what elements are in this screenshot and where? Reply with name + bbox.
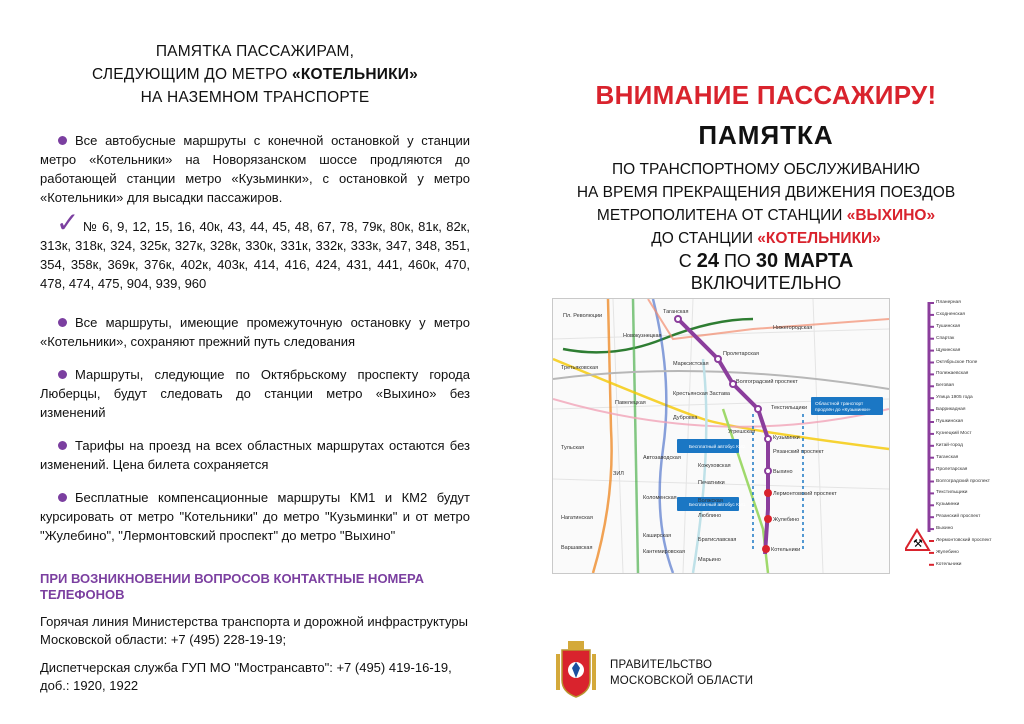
map-label-kantemirovskaya: Кантемировская [643, 549, 685, 555]
line-schema-station: Беговая [936, 383, 954, 389]
date-from: 24 [696, 250, 719, 272]
left-header-line2-prefix: СЛЕДУЮЩИМ ДО МЕТРО [92, 66, 293, 83]
memo-title: ПАМЯТКА [698, 120, 834, 150]
map-label-kuzminki: Кузьминки [773, 435, 800, 441]
paragraph-text: Все маршруты, имеющие промежуточную остановку у метро «Котельники», сохраняют прежний путь следования [40, 315, 470, 349]
paragraph-tariffs [40, 436, 470, 474]
memo-line3 [560, 204, 972, 227]
government-name-line2: МОСКОВСКОЙ ОБЛАСТИ [610, 675, 754, 687]
line-schema-station: Таганская [936, 454, 959, 460]
memo-line1: ПО ТРАНСПОРТНОМУ ОБСЛУЖИВАНИЮ [612, 161, 920, 178]
left-header-line2 [40, 63, 470, 86]
paragraph-free-routes [40, 488, 470, 545]
bullet-icon [58, 493, 67, 502]
map-label-marksistskaya: Марксистская [673, 361, 709, 367]
line-schema-station: Текстильщики [936, 490, 968, 496]
map-label-volzhskaya: Волжская [698, 498, 723, 504]
left-header-station: «КОТЕЛЬНИКИ» [292, 66, 418, 83]
map-label-taganskaya: Таганская [663, 309, 689, 315]
map-label-lermontovsky: Лермонтовский проспект [773, 491, 837, 497]
line-schema-station: Пролетарская [936, 466, 968, 472]
map-label-tekstilshchiki: Текстильщики [771, 405, 808, 411]
station-from: «ВЫХИНО» [846, 207, 936, 224]
paragraph-lyubertsy [40, 365, 470, 422]
map-label-marino: Марьино [698, 557, 721, 563]
map-regional-label: Областной транспорт [815, 402, 864, 407]
map-label-kozhukhovskaya: Кожуховская [698, 463, 731, 469]
hotline-text: Горячая линия Министерства транспорта и дорожной инфраструктуры Московской области: +7 (495) 228-19-19; [40, 614, 468, 647]
map-label-pechatniki: Печатники [698, 480, 725, 486]
checkmark-icon: ✓ [56, 207, 80, 238]
route-list: № 6, 9, 12, 15, 16, 40к, 43, 44, 45, 48, 67, 78, 79к, 80к, 81к, 82к, 313к, 318к, 324, 325к, 327к, 328к, 330к, 331к, 332к, 333к, 347, 348, 351, 354, 358к, 369к, 376к, 402к, 403к, 414, 416, 424, 431, 441, 460к, 470, 478, 474, 475, 904, 939, 960 [40, 219, 470, 291]
map-label-proletarskaya: Пролетарская [723, 351, 759, 357]
line-schema-station: Кузьминки [936, 502, 960, 508]
line-schema-station: Полежаевская [936, 371, 969, 377]
government-name [610, 657, 753, 689]
line-schema-station: Пушкинская [936, 419, 963, 424]
government-name-line1: ПРАВИТЕЛЬСТВО [610, 659, 713, 671]
line-schema-station: Китай-город [936, 442, 963, 448]
line-schema-station: Волгоградский проспект [936, 478, 990, 484]
map-label-ugreshskaya: Угрешская [728, 429, 756, 435]
map-regional-label-2: продлён до «Кузьминки» [815, 408, 871, 413]
map-label-zhulebino: Жулебино [773, 517, 800, 523]
map-label-tulskaya: Тульская [561, 445, 585, 451]
map-label-tretyakovskaya: Третьяковская [561, 365, 599, 371]
line-schema-station: Лермонтовский проспект [936, 538, 992, 543]
memo-line2: НА ВРЕМЯ ПРЕКРАЩЕНИЯ ДВИЖЕНИЯ ПОЕЗДОВ [576, 184, 956, 201]
memo-description [560, 158, 972, 250]
warning-icon: ⚒ [913, 538, 923, 550]
map-label-vykhino: Выхино [773, 469, 793, 475]
left-header-line1: ПАМЯТКА ПАССАЖИРАМ, [155, 43, 355, 60]
closure-dates [560, 250, 972, 294]
map-label-nagatinskaya: Нагатинская [561, 515, 593, 521]
moscow-oblast-emblem-icon [554, 640, 598, 698]
map-label-volgogradsky: Волгоградский проспект [736, 379, 798, 385]
map-label-novokuznetskaya: Новокузнецкая [623, 333, 662, 339]
map-label-ryazansky: Рязанский проспект [773, 449, 824, 455]
line-schema-station: Сходненская [936, 311, 966, 317]
line-schema-station: Октябрьское Поле [936, 359, 978, 365]
bullet-icon [58, 318, 67, 327]
government-logo-block [554, 640, 854, 700]
map-label-kotelniki: Котельники [771, 547, 801, 553]
line-schema-station: Рязанский проспект [936, 514, 981, 520]
inclusive-label: ВКЛЮЧИТЕЛЬНО [690, 273, 842, 293]
paragraph-bus-routes [40, 131, 470, 207]
paragraph-intermediate-stop [40, 313, 470, 351]
map-km1-label: Бесплатный автобус КМ1 [689, 503, 746, 508]
map-label-avtozavodskaya: Автозаводская [643, 455, 681, 461]
map-label-paveletskaya: Павелецкая [615, 400, 646, 406]
line-schema-station: Улица 1905 года [936, 395, 973, 401]
memo-line4 [560, 227, 972, 250]
line-schema-station: Щукинская [936, 347, 961, 353]
date-range [560, 250, 972, 272]
map-label-dubrovka: Дубровка [673, 415, 698, 421]
contact-header: ПРИ ВОЗНИКНОВЕНИИ ВОПРОСОВ КОНТАКТНЫЕ НОМЕРА ТЕЛЕФОНОВ [40, 571, 424, 602]
map-label-varshavskaya: Варшавская [561, 545, 593, 551]
dispatch-text: Диспетчерская служба ГУП МО "Мострансавто": +7 (495) 419-16-19, доб.: 1920, 1922 [40, 660, 452, 693]
paragraph-text: Тарифы на проезд на всех областных маршрутах остаются без изменений. Цена билета сохраняется [40, 438, 470, 472]
map-label-krestyanskaya: Крестьянская Застава [673, 391, 730, 397]
map-label-zil: ЗИЛ [613, 471, 624, 477]
line-schema-station: Тушинская [936, 323, 961, 329]
paragraph-text: Бесплатные компенсационные маршруты КМ1 и КМ2 будут курсировать от метро "Котельники" до метро "Кузьминки" и от метро "Жулебино", "Лермонтовский проспект" до метро "Выхино" [40, 490, 470, 543]
map-label-kashirskaya: Каширская [643, 533, 672, 539]
date-c: С [678, 251, 697, 271]
line-schema-station: Жулебино [936, 549, 959, 555]
map-label-bratislavskaya: Братиславская [698, 537, 737, 543]
bullet-icon [58, 136, 67, 145]
map-km2-label: Бесплатный автобус КМ2 [689, 445, 746, 450]
memo-line3-prefix: МЕТРОПОЛИТЕНА ОТ СТАНЦИИ [596, 207, 847, 224]
map-label-pl-revolyutsii: Пл. Революции [563, 313, 603, 319]
paragraph-text: Маршруты, следующие по Октябрьскому проспекту города Люберцы, будут следовать до станции метро «Выхино» без изменений [40, 367, 470, 420]
memo-line4-prefix: ДО СТАНЦИИ [651, 230, 758, 247]
attention-heading: ВНИМАНИЕ ПАССАЖИРУ! [595, 80, 937, 110]
metro-map-svg [553, 299, 889, 573]
left-header-line3: НА НАЗЕМНОМ ТРАНСПОРТЕ [140, 89, 370, 106]
line-schema-station: Баррикадная [936, 407, 966, 413]
route-list-block [40, 207, 470, 293]
date-to: 30 МАРТА [755, 250, 854, 272]
paragraph-text: Все автобусные маршруты с конечной остановкой у станции метро «Котельники» на Новорязанском шоссе продляются до работающей станции метро «Кузьминки», с остановкой у метро «Котельники» для высадки пассажиров. [40, 133, 470, 205]
left-header [40, 40, 470, 109]
left-column [40, 40, 470, 695]
bullet-icon [58, 370, 67, 379]
line-schema-station: Кузнецкий Мост [936, 430, 972, 436]
station-to: «КОТЕЛЬНИКИ» [757, 230, 881, 247]
line-schema-station: Выхино [936, 526, 954, 532]
map-label-kolomenskaya: Коломенская [643, 495, 677, 501]
map-label-lyublino: Люблино [698, 513, 722, 519]
line-schema-station: Спартак [936, 335, 955, 341]
line-schema-station: Котельники [936, 561, 962, 567]
bullet-icon [58, 441, 67, 450]
metro-map [552, 298, 890, 574]
date-po: ПО [718, 251, 756, 271]
line-schema-station: Планерная [936, 300, 961, 305]
map-label-nizhegorodskaya: Нижегородская [773, 325, 813, 331]
